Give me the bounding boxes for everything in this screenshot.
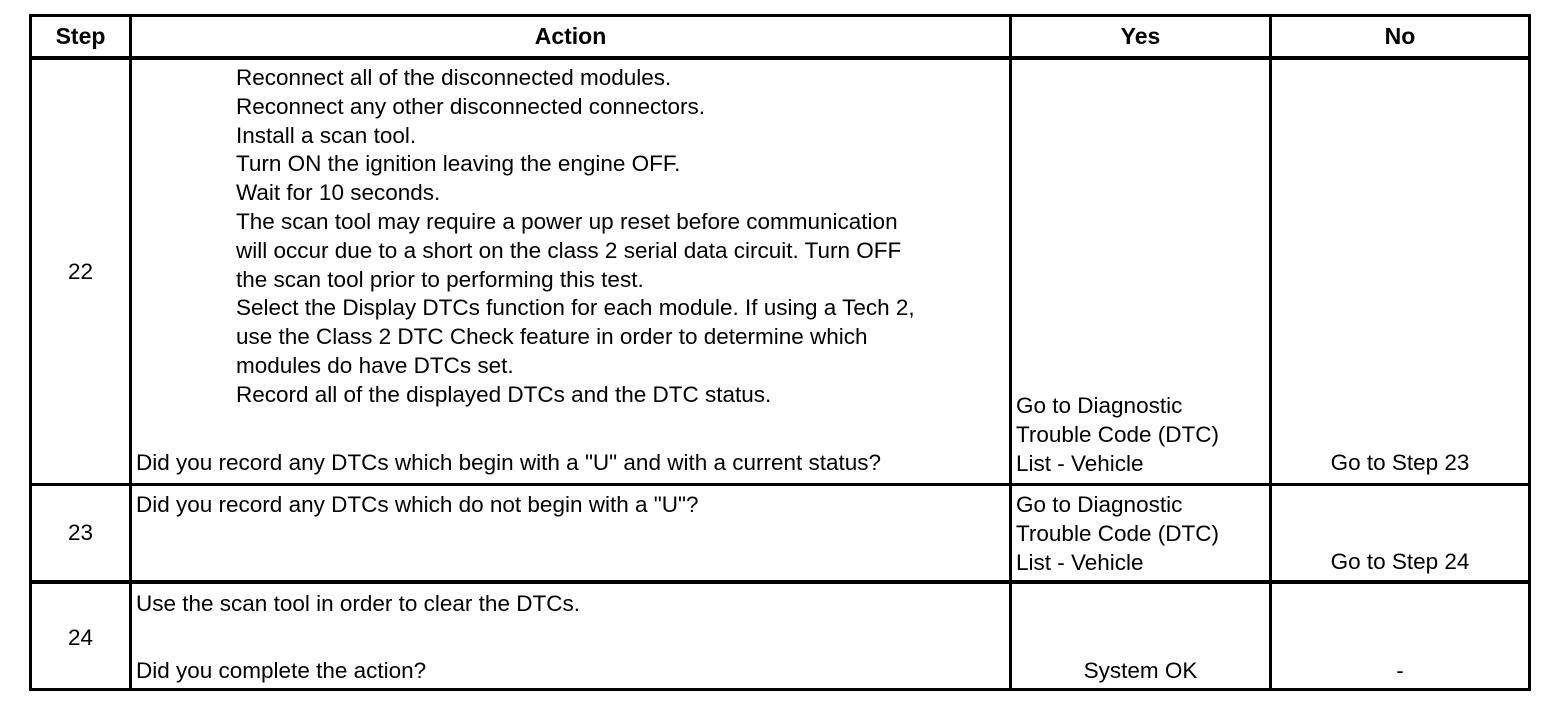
action-step: Record all of the displayed DTCs and the DTC status. [236,381,772,407]
action-step: Turn ON the ignition leaving the engine OFF. [236,151,681,177]
action-step: Select the Display DTCs function for each module. If using a Tech 2, [236,295,915,321]
no-result: Go to Step 24 [1330,549,1470,574]
header-step: Step [55,23,106,49]
no-result: Go to Step 23 [1330,450,1470,475]
action-text: Use the scan tool in order to clear the DTCs. [136,591,580,616]
action-step: Wait for 10 seconds. [236,180,441,206]
step-number: 24 [67,625,94,650]
header-yes: Yes [1120,23,1161,49]
step-number: 22 [67,259,94,284]
question-text: Did you complete the action? [136,658,427,683]
no-result: - [1396,658,1404,683]
action-step: modules do have DTCs set. [236,352,514,378]
action-step: The scan tool may require a power up reset before communication [236,208,898,234]
header-no: No [1384,23,1416,49]
yes-result: Go to Diagnostic Trouble Code (DTC) List - Vehicle [1016,393,1219,476]
yes-result: System OK [1083,658,1198,683]
header-action: Action [534,23,607,49]
column-divider [1009,17,1012,688]
step-number: 23 [67,520,94,545]
action-step: Reconnect any other disconnected connectors. [236,93,706,119]
header-divider [32,56,1528,60]
row-divider [32,483,1528,486]
question-text: Did you record any DTCs which begin with a "U" and with a current status? [136,450,882,475]
yes-result: Go to Diagnostic Trouble Code (DTC) List - Vehicle [1016,492,1219,575]
column-divider [1269,17,1272,688]
action-step: Install a scan tool. [236,122,417,148]
action-steps-list [236,64,915,410]
question-text: Did you record any DTCs which do not begin with a "U"? [136,492,699,517]
action-step: will occur due to a short on the class 2 serial data circuit. Turn OFF [236,237,902,263]
row-divider [32,580,1528,584]
action-step: the scan tool prior to performing this test. [236,266,644,292]
column-divider [129,17,132,688]
diagnostic-table [29,14,1531,691]
action-step: use the Class 2 DTC Check feature in order to determine which [236,324,868,350]
action-step: Reconnect all of the disconnected modules. [236,65,672,90]
